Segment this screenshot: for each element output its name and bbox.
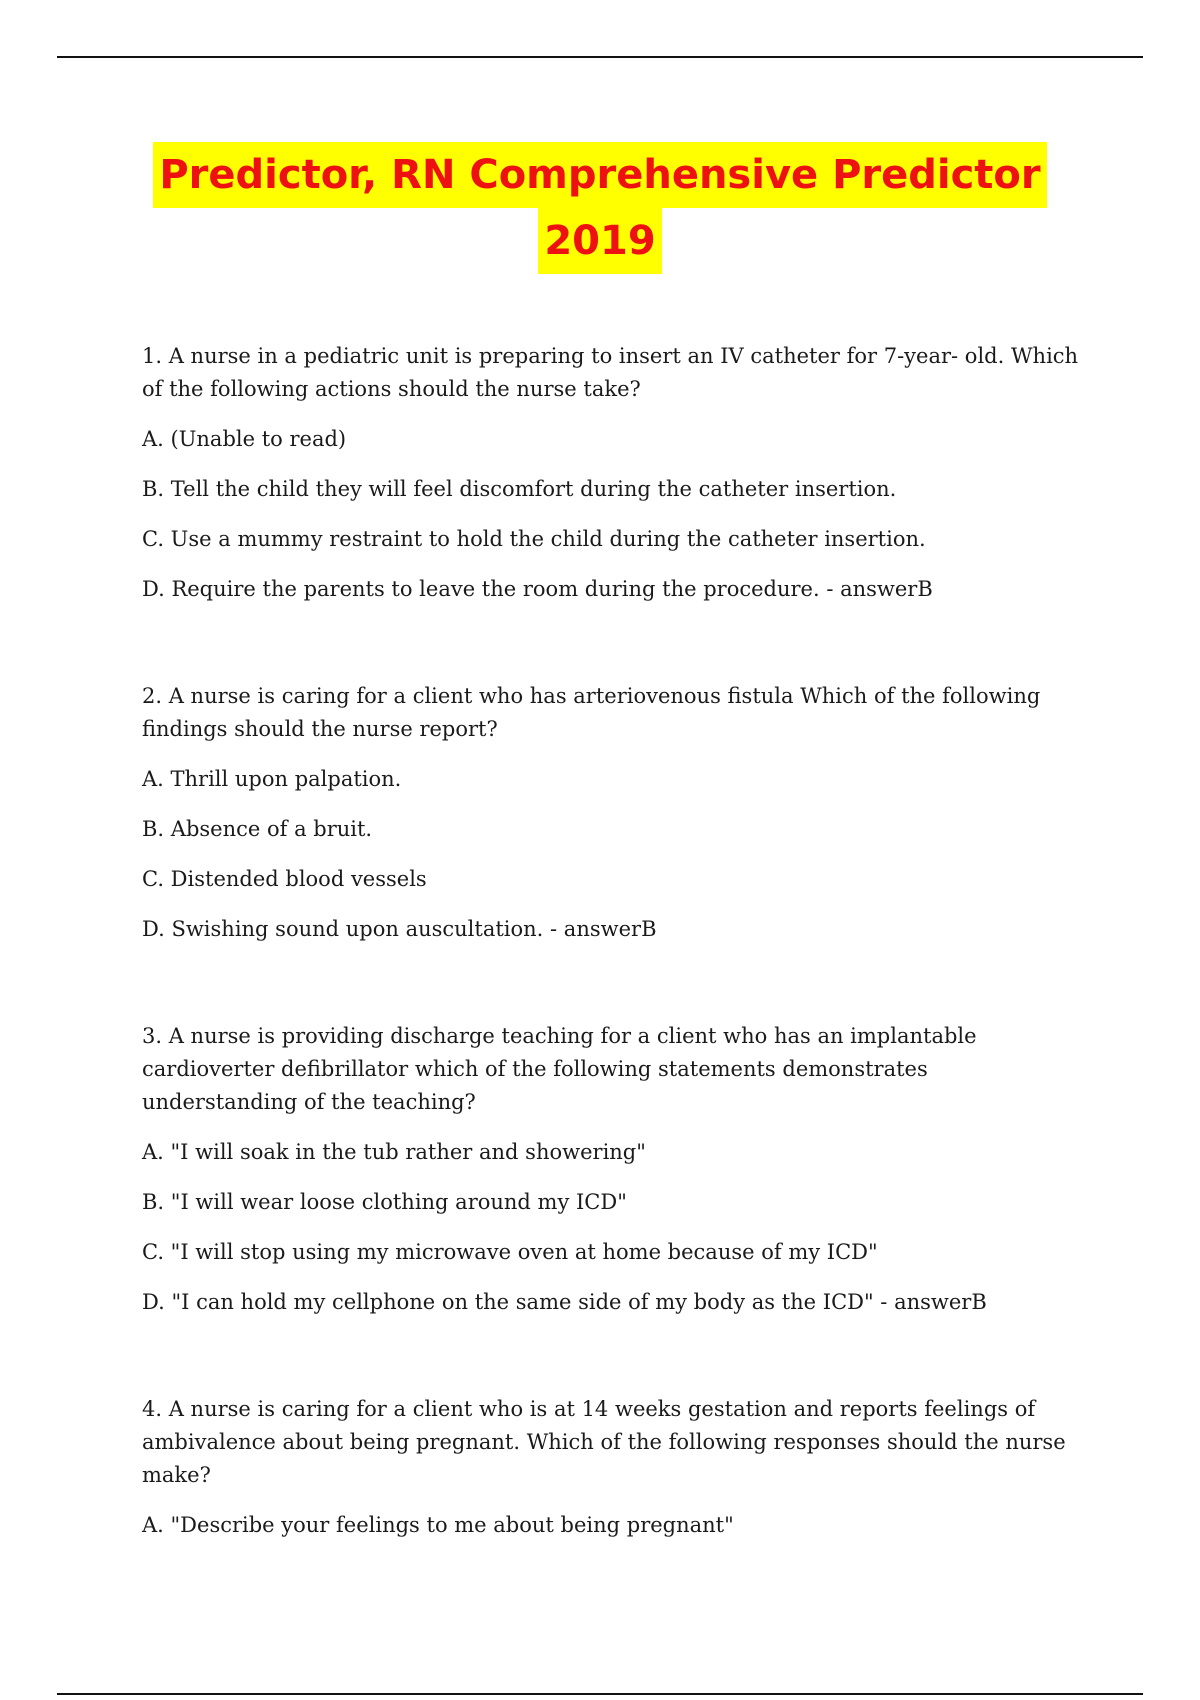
document-title <box>0 142 1200 274</box>
question-2-text: 2. A nurse is caring for a client who has arteriovenous fistula Which of the following findings should the nurse report? <box>142 684 1041 741</box>
question-2-option-d: D. Swishing sound upon auscultation. - answerB <box>142 917 657 941</box>
question-2 <box>142 680 1082 946</box>
question-1 <box>142 340 1082 606</box>
question-3-option-c: C. "I will stop using my microwave oven at home because of my ICD" <box>142 1240 878 1264</box>
title-line-1: Predictor, RN Comprehensive Predictor <box>153 142 1046 208</box>
question-2-option-b: B. Absence of a bruit. <box>142 817 373 841</box>
top-rule <box>57 56 1143 58</box>
question-3 <box>142 1020 1082 1319</box>
question-2-option-a: A. Thrill upon palpation. <box>142 767 402 791</box>
question-4-option-a: A. "Describe your feelings to me about being pregnant" <box>142 1513 734 1537</box>
question-1-option-d: D. Require the parents to leave the room during the procedure. - answerB <box>142 577 933 601</box>
question-4-text: 4. A nurse is caring for a client who is at 14 weeks gestation and reports feelings of ambivalence about being pregnant. Which of the following responses should the nurse make? <box>142 1397 1066 1487</box>
bottom-rule <box>57 1693 1143 1695</box>
question-3-option-d: D. "I can hold my cellphone on the same side of my body as the ICD" - answerB <box>142 1290 987 1314</box>
question-4 <box>142 1393 1082 1542</box>
question-3-option-b: B. "I will wear loose clothing around my ICD" <box>142 1190 627 1214</box>
question-1-option-b: B. Tell the child they will feel discomfort during the catheter insertion. <box>142 477 897 501</box>
question-list <box>142 340 1082 1616</box>
question-3-option-a: A. "I will soak in the tub rather and showering" <box>142 1140 646 1164</box>
question-1-option-a: A. (Unable to read) <box>142 427 347 451</box>
question-3-text: 3. A nurse is providing discharge teaching for a client who has an implantable cardioverter defibrillator which of the following statements demonstrates understanding of the teaching? <box>142 1024 977 1114</box>
question-2-option-c: C. Distended blood vessels <box>142 867 427 891</box>
title-line-2: 2019 <box>538 208 661 274</box>
question-1-text: 1. A nurse in a pediatric unit is preparing to insert an IV catheter for 7-year- old. Which of the following actions should the nurse take? <box>142 344 1079 401</box>
question-1-option-c: C. Use a mummy restraint to hold the child during the catheter insertion. <box>142 527 926 551</box>
